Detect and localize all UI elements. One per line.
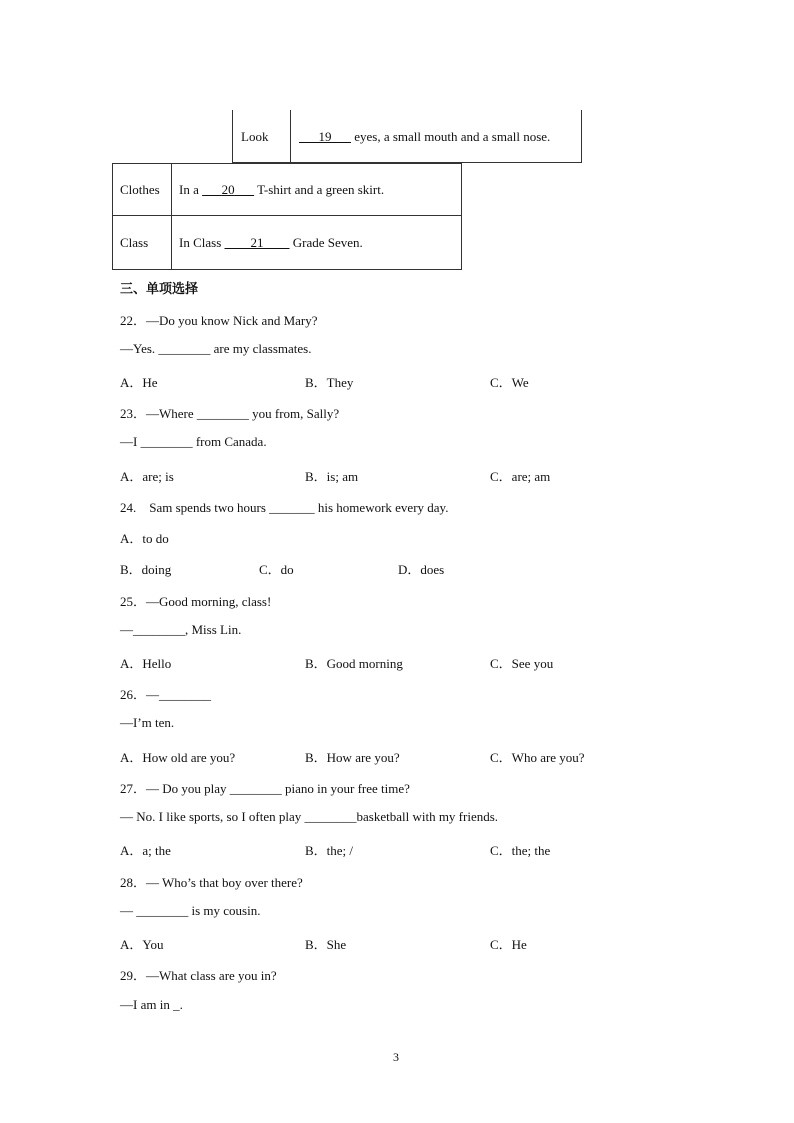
option-c[interactable]: C．are; am — [490, 469, 551, 484]
question-reply: —Yes. ________ are my classmates. — [120, 341, 312, 356]
option-a[interactable]: A．Hello — [120, 656, 172, 671]
option-c[interactable]: C．See you — [490, 656, 554, 671]
option-a[interactable]: A．to do — [120, 531, 169, 546]
question-reply: —I’m ten. — [120, 715, 175, 730]
question-stem: 27．— Do you play ________ piano in your free time? — [120, 781, 410, 796]
question-reply: —I am in _. — [120, 997, 183, 1012]
question-stem: 29．—What class are you in? — [120, 968, 277, 983]
question-reply: —I ________ from Canada. — [120, 434, 267, 449]
question-reply: —________, Miss Lin. — [120, 622, 242, 637]
option-a[interactable]: A．are; is — [120, 469, 174, 484]
table-value-look: 19 eyes, a small mouth and a small nose. — [299, 129, 550, 145]
table-label-clothes: Clothes — [120, 182, 160, 197]
table-border — [112, 215, 462, 216]
blank-21: 21 — [250, 235, 264, 250]
blank-19: 19 — [318, 129, 332, 144]
table-border — [112, 163, 113, 270]
question-stem: 22．—Do you know Nick and Mary? — [120, 313, 318, 328]
option-c[interactable]: C．the; the — [490, 843, 551, 858]
option-a[interactable]: A．a; the — [120, 843, 171, 858]
option-b[interactable]: B．How are you? — [305, 750, 400, 765]
option-b[interactable]: B．Good morning — [305, 656, 403, 671]
option-b[interactable]: B．doing — [120, 562, 172, 577]
page-number: 3 — [393, 1050, 399, 1064]
table-label-class: Class — [120, 235, 149, 250]
table-border — [112, 163, 462, 164]
option-a[interactable]: A．How old are you? — [120, 750, 236, 765]
option-b[interactable]: B．the; / — [305, 843, 354, 858]
blank-20: 20 — [221, 182, 235, 197]
option-a[interactable]: A．You — [120, 937, 164, 952]
question-stem: 25．—Good morning, class! — [120, 594, 272, 609]
option-b[interactable]: B．is; am — [305, 469, 359, 484]
question-reply: — No. I like sports, so I often play ________basketball with my friends. — [120, 809, 499, 824]
question-stem: 28．— Who’s that boy over there? — [120, 875, 303, 890]
option-b[interactable]: B．She — [305, 937, 347, 952]
table-label-look: Look — [241, 129, 269, 144]
option-a[interactable]: A．He — [120, 375, 158, 390]
table-value-class: In Class 21 Grade Seven. — [179, 235, 363, 250]
table-border — [581, 110, 582, 163]
question-stem: 24. Sam spends two hours _______ his homework every day. — [120, 500, 449, 515]
question-stem: 23．—Where ________ you from, Sally? — [120, 406, 340, 421]
table-border — [461, 163, 462, 270]
option-d[interactable]: D．does — [398, 562, 445, 577]
option-c[interactable]: C．Who are you? — [490, 750, 585, 765]
option-c[interactable]: C．do — [259, 562, 294, 577]
option-b[interactable]: B．They — [305, 375, 354, 390]
table-border — [290, 110, 291, 163]
table-border — [171, 163, 172, 270]
option-c[interactable]: C．He — [490, 937, 527, 952]
option-c[interactable]: C．We — [490, 375, 529, 390]
question-reply: — ________ is my cousin. — [120, 903, 261, 918]
table-border — [232, 110, 233, 163]
section-title: 三、单项选择 — [120, 282, 199, 297]
table-value-clothes: In a 20 T-shirt and a green skirt. — [179, 182, 385, 197]
table-border — [112, 269, 462, 270]
question-stem: 26．—________ — [120, 687, 212, 702]
